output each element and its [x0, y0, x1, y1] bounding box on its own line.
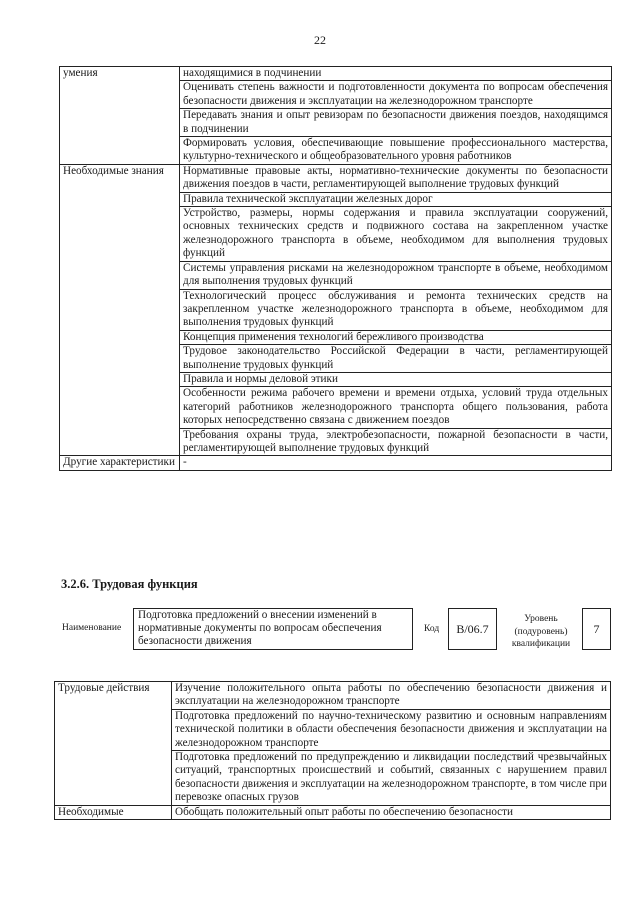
page-number: 22	[314, 33, 326, 47]
labor-actions-table	[54, 681, 611, 820]
qualification-level-box: 7	[582, 608, 611, 650]
row-description-cell: Передавать знания и опыт ревизорам по безопасности движения поездов, находящимся в подчинении	[180, 109, 612, 137]
row-description-cell: Нормативные правовые акты, нормативно-технические документы по безопасности движения поездов в части, регламентирующей выполнение трудовых функций	[180, 164, 612, 192]
row-description-cell: -	[180, 456, 612, 470]
row-description-cell: Требования охраны труда, электробезопасности, пожарной безопасности в части, регламентирующей выполнение трудовых функций	[180, 428, 612, 456]
row-description-cell: Концепция применения технологий бережливого производства	[180, 330, 612, 344]
row-description-cell: Устройство, размеры, нормы содержания и правила эксплуатации сооружений, основных технических средств и подвижного состава на закрепленном участке железнодорожного транспорта в объеме, необходимом для выполнения трудовых функций	[180, 207, 612, 262]
row-description-cell: Особенности режима рабочего времени и времени отдыха, условий труда отдельных категорий работников железнодорожного транспорта общего пользования, работа которых непосредственно связана с движением поездов	[180, 387, 612, 428]
row-description-cell: Обобщать положительный опыт работы по обеспечению безопасности	[172, 805, 611, 819]
qualification-level-label: Уровень (подуровень) квалификации	[511, 614, 571, 649]
table-row	[60, 164, 612, 192]
function-name-box: Подготовка предложений о внесении изменений в нормативные документы по вопросам обеспечения безопасности движения	[133, 608, 413, 650]
row-description-cell: Технологический процесс обслуживания и ремонта технических средств на закрепленном участке железнодорожного транспорта в объеме, необходимом для выполнения трудовых функций	[180, 289, 612, 330]
row-description-cell: Изучение положительного опыта работы по обеспечению безопасности движения и эксплуатации на железнодорожном транспорте	[172, 682, 611, 710]
row-description-cell: Подготовка предложений по научно-техническому развитию и основным направлениям технической политики в области обеспечения безопасности движения и эксплуатации на железнодорожном транспорте	[172, 709, 611, 750]
row-description-cell: Подготовка предложений по предупреждению и ликвидации последствий чрезвычайных ситуаций, транспортных происшествий и событий, связанных с нарушением правил безопасности движения и эксплуатации на железнодорожном транспорте, в том числе при перевозке опасных грузов	[172, 751, 611, 806]
section-heading: 3.2.6. Трудовая функция	[61, 577, 198, 591]
table-row	[55, 682, 611, 710]
row-description-cell: Системы управления рисками на железнодорожном транспорте в объеме, необходимом для выполнения трудовых функций	[180, 261, 612, 289]
row-category-label: Трудовые действия	[55, 682, 172, 806]
table-row	[60, 456, 612, 470]
row-description-cell: Оценивать степень важности и подготовленности документа по вопросам обеспечения безопасности движения и эксплуатации на железнодорожном транспорте	[180, 81, 612, 109]
row-description-cell: Правила и нормы деловой этики	[180, 372, 612, 386]
row-description-cell: Формировать условия, обеспечивающие повышение профессионального мастерства, культурно-технического и общеобразовательного уровня работников	[180, 137, 612, 165]
requirements-table	[59, 66, 612, 471]
code-label: Код	[424, 624, 440, 634]
row-category-label: умения	[60, 67, 180, 165]
row-category-label: Необходимые	[55, 805, 172, 819]
row-description-cell: Правила технической эксплуатации железных дорог	[180, 192, 612, 206]
row-category-label: Другие характеристики	[60, 456, 180, 470]
code-box: B/06.7	[448, 608, 497, 650]
row-description-cell: Трудовое законодательство Российской Федерации в части, регламентирующей выполнение трудовых функций	[180, 345, 612, 373]
row-description-cell: находящимися в подчинении	[180, 67, 612, 81]
row-category-label: Необходимые знания	[60, 164, 180, 456]
table-row	[60, 67, 612, 81]
name-label: Наименование	[62, 623, 122, 633]
table-row	[55, 805, 611, 819]
